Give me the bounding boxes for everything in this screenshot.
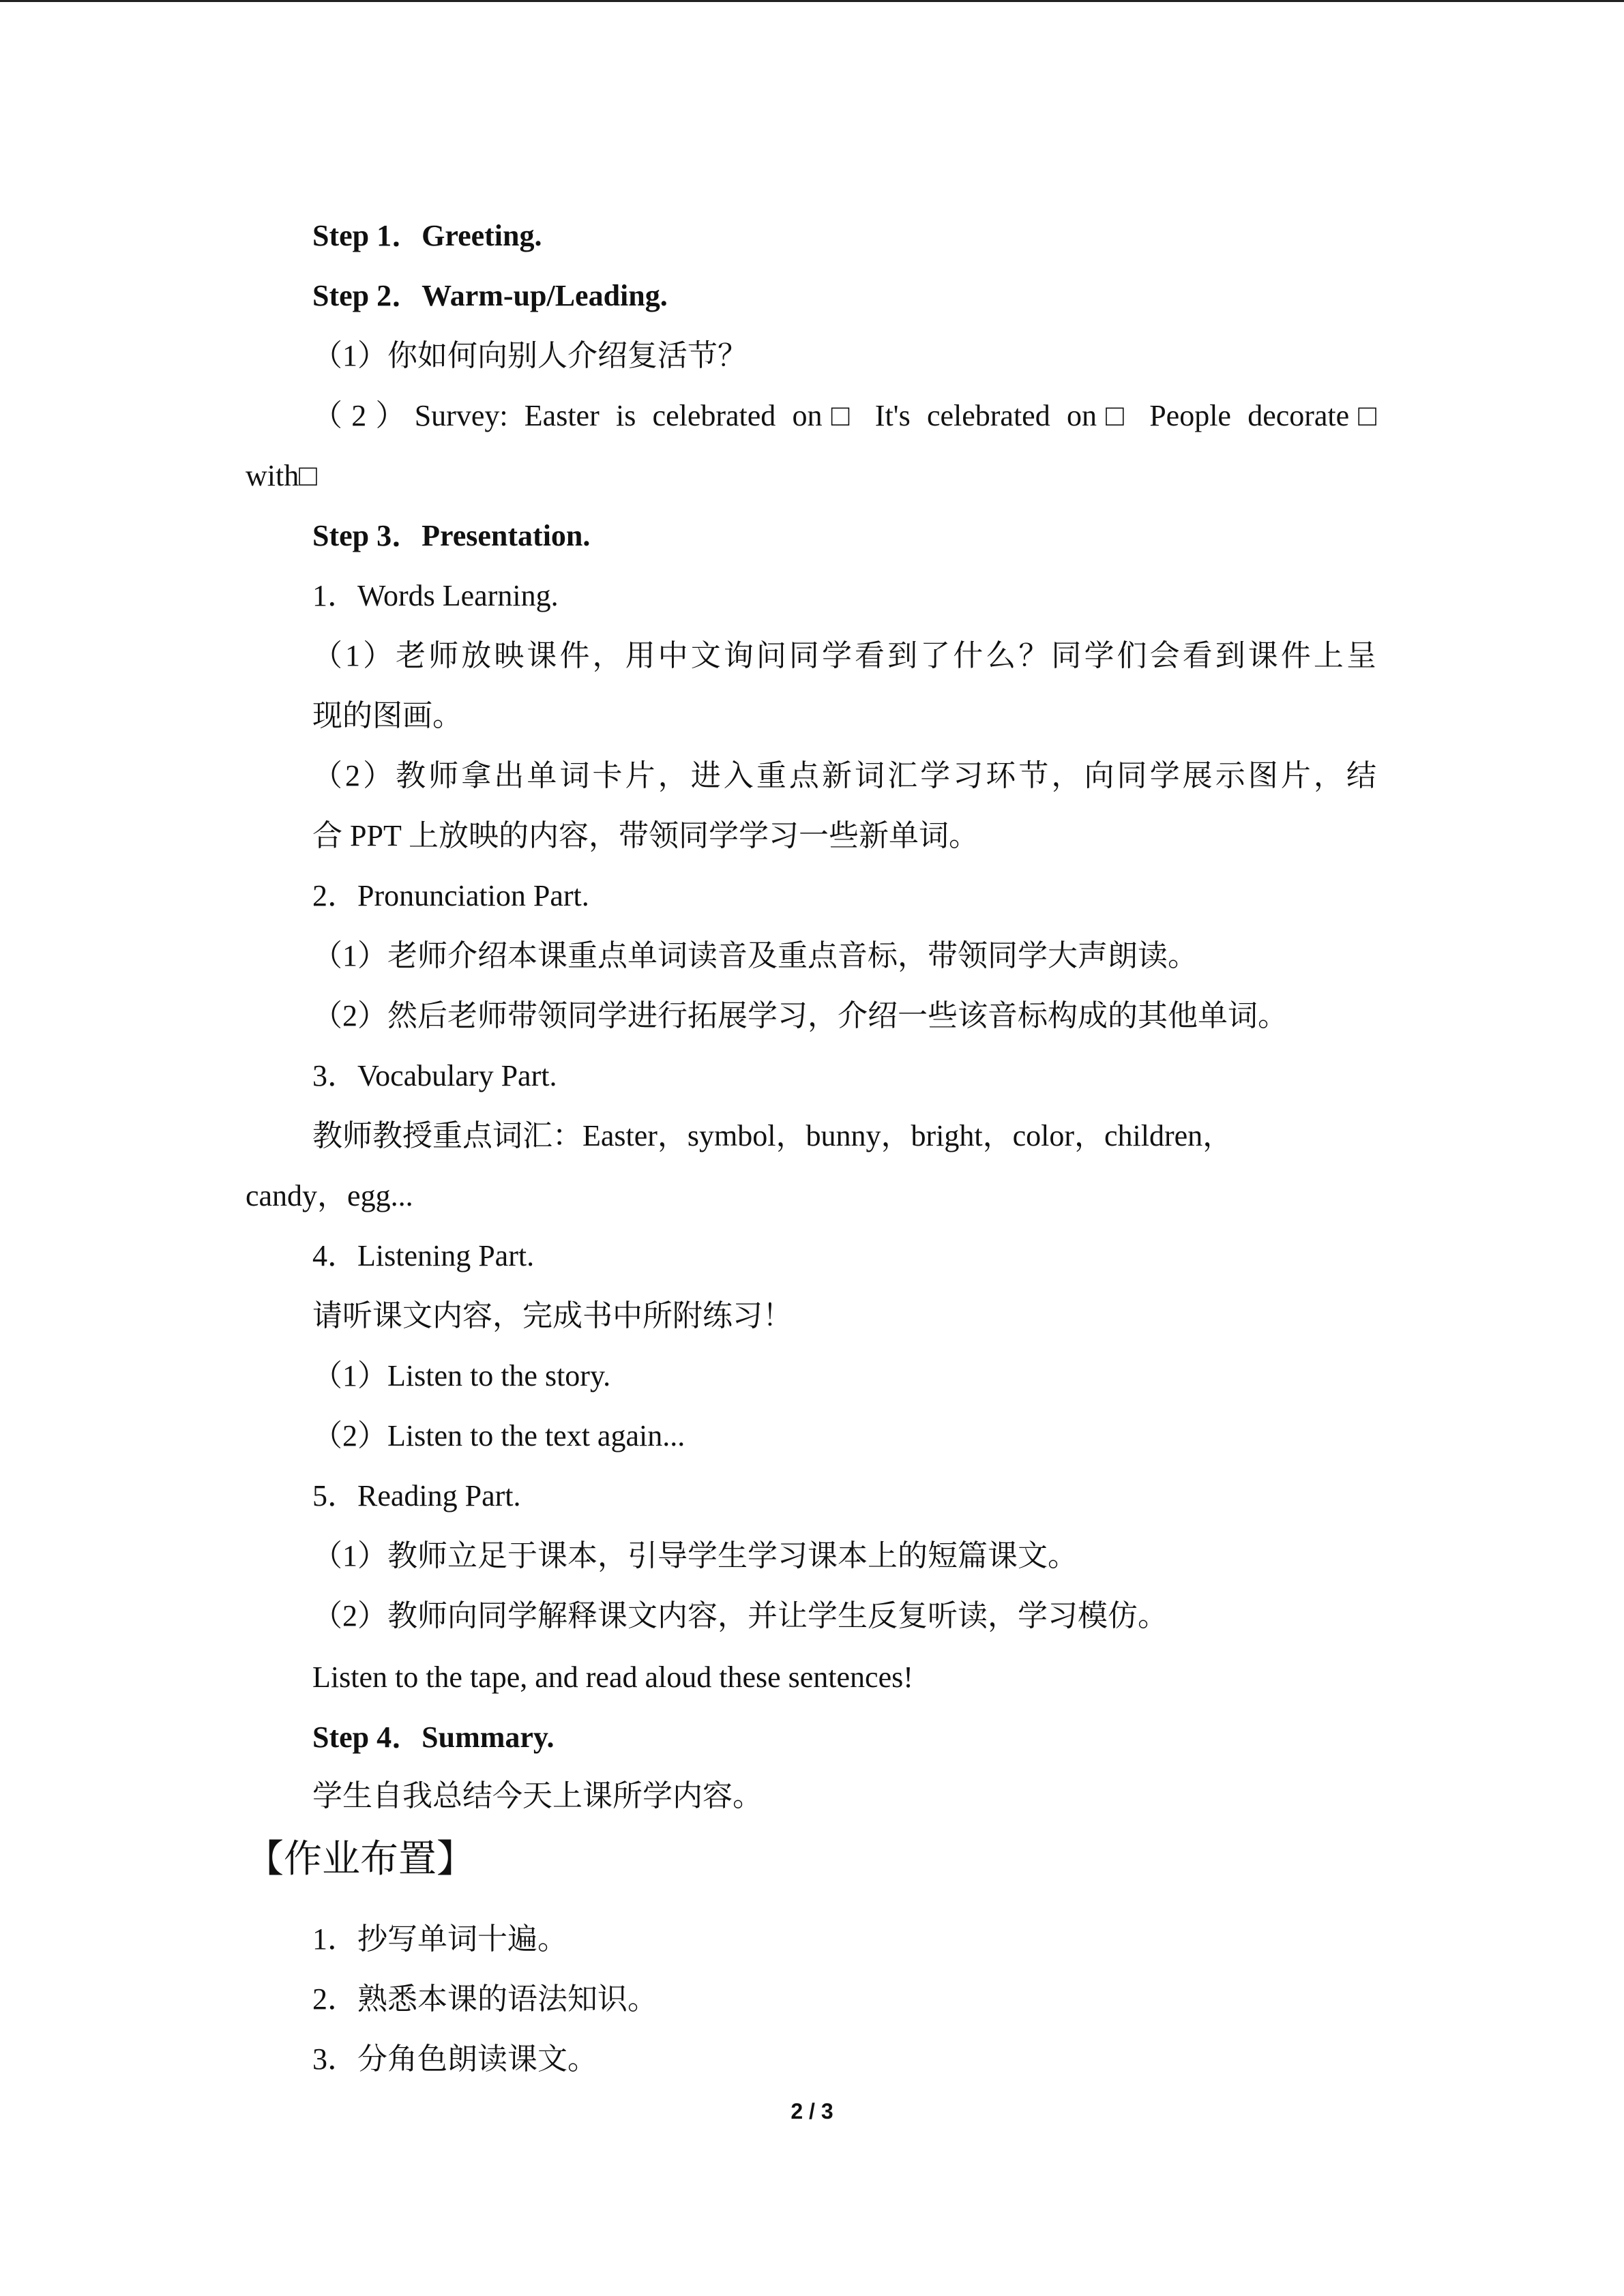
reading-item-3: Listen to the tape, and read aloud these sentences! (312, 1660, 913, 1694)
summary-text: 学生自我总结今天上课所学内容。 (312, 1779, 763, 1813)
listening-item-2: （2）Listen to the text again... (312, 1419, 685, 1452)
words-learning-item-2-line-1: （2）教师拿出单词卡片，进入重点新词汇学习环节，向同学展示图片，结 (312, 759, 1376, 792)
step3-heading: Step 3．Presentation. (312, 519, 591, 552)
page-top-border (0, 0, 1624, 2)
pronunciation-item-2: （2）然后老师带领同学进行拓展学习，介绍一些该音标构成的其他单词。 (312, 999, 1288, 1032)
homework-item-3: 3．分角色朗读课文。 (312, 2042, 597, 2076)
step2-question-1: （1）你如何向别人介绍复活节？ (312, 339, 748, 372)
homework-item-1: 1．抄写单词十遍。 (312, 1922, 567, 1956)
page-number: 2 / 3 (791, 2099, 833, 2123)
words-learning-item-2-line-2: 合 PPT 上放映的内容，带领同学学习一些新单词。 (312, 819, 979, 852)
listening-heading: 4．Listening Part. (312, 1239, 535, 1272)
vocabulary-list-line-1: 教师教授重点词汇：Easter，symbol，bunny，bright，color，children， (312, 1119, 1233, 1152)
step2-survey-line-1: （2）Survey: Easter is celebrated on□ It's celebrated on□ People decorate□ (312, 399, 1376, 432)
step1-heading: Step 1．Greeting. (312, 219, 542, 252)
reading-item-1: （1）教师立足于课本，引导学生学习课本上的短篇课文。 (312, 1539, 1078, 1572)
words-learning-heading: 1．Words Learning. (312, 579, 559, 612)
words-learning-item-1-line-1: （1）老师放映课件，用中文询问同学看到了什么？同学们会看到课件上呈 (312, 639, 1376, 672)
pronunciation-heading: 2．Pronunciation Part. (312, 879, 589, 912)
homework-heading: 【作业布置】 (246, 1837, 475, 1881)
listening-item-1: （1）Listen to the story. (312, 1359, 611, 1392)
words-learning-item-1-line-2: 现的图画。 (312, 699, 462, 732)
vocabulary-list-line-2: candy，egg... (246, 1179, 413, 1212)
homework-item-2: 2．熟悉本课的语法知识。 (312, 1982, 658, 2016)
step2-survey-line-2: with□ (246, 459, 317, 492)
listening-intro: 请听课文内容，完成书中所附练习！ (312, 1299, 793, 1332)
pronunciation-item-1: （1）老师介绍本课重点单词读音及重点音标，带领同学大声朗读。 (312, 939, 1198, 972)
reading-heading: 5．Reading Part. (312, 1479, 521, 1512)
step4-heading: Step 4．Summary. (312, 1720, 555, 1754)
step2-heading: Step 2．Warm-up/Leading. (312, 279, 668, 312)
reading-item-2: （2）教师向同学解释课文内容，并让学生反复听读，学习模仿。 (312, 1599, 1168, 1632)
vocabulary-heading: 3．Vocabulary Part. (312, 1059, 557, 1092)
